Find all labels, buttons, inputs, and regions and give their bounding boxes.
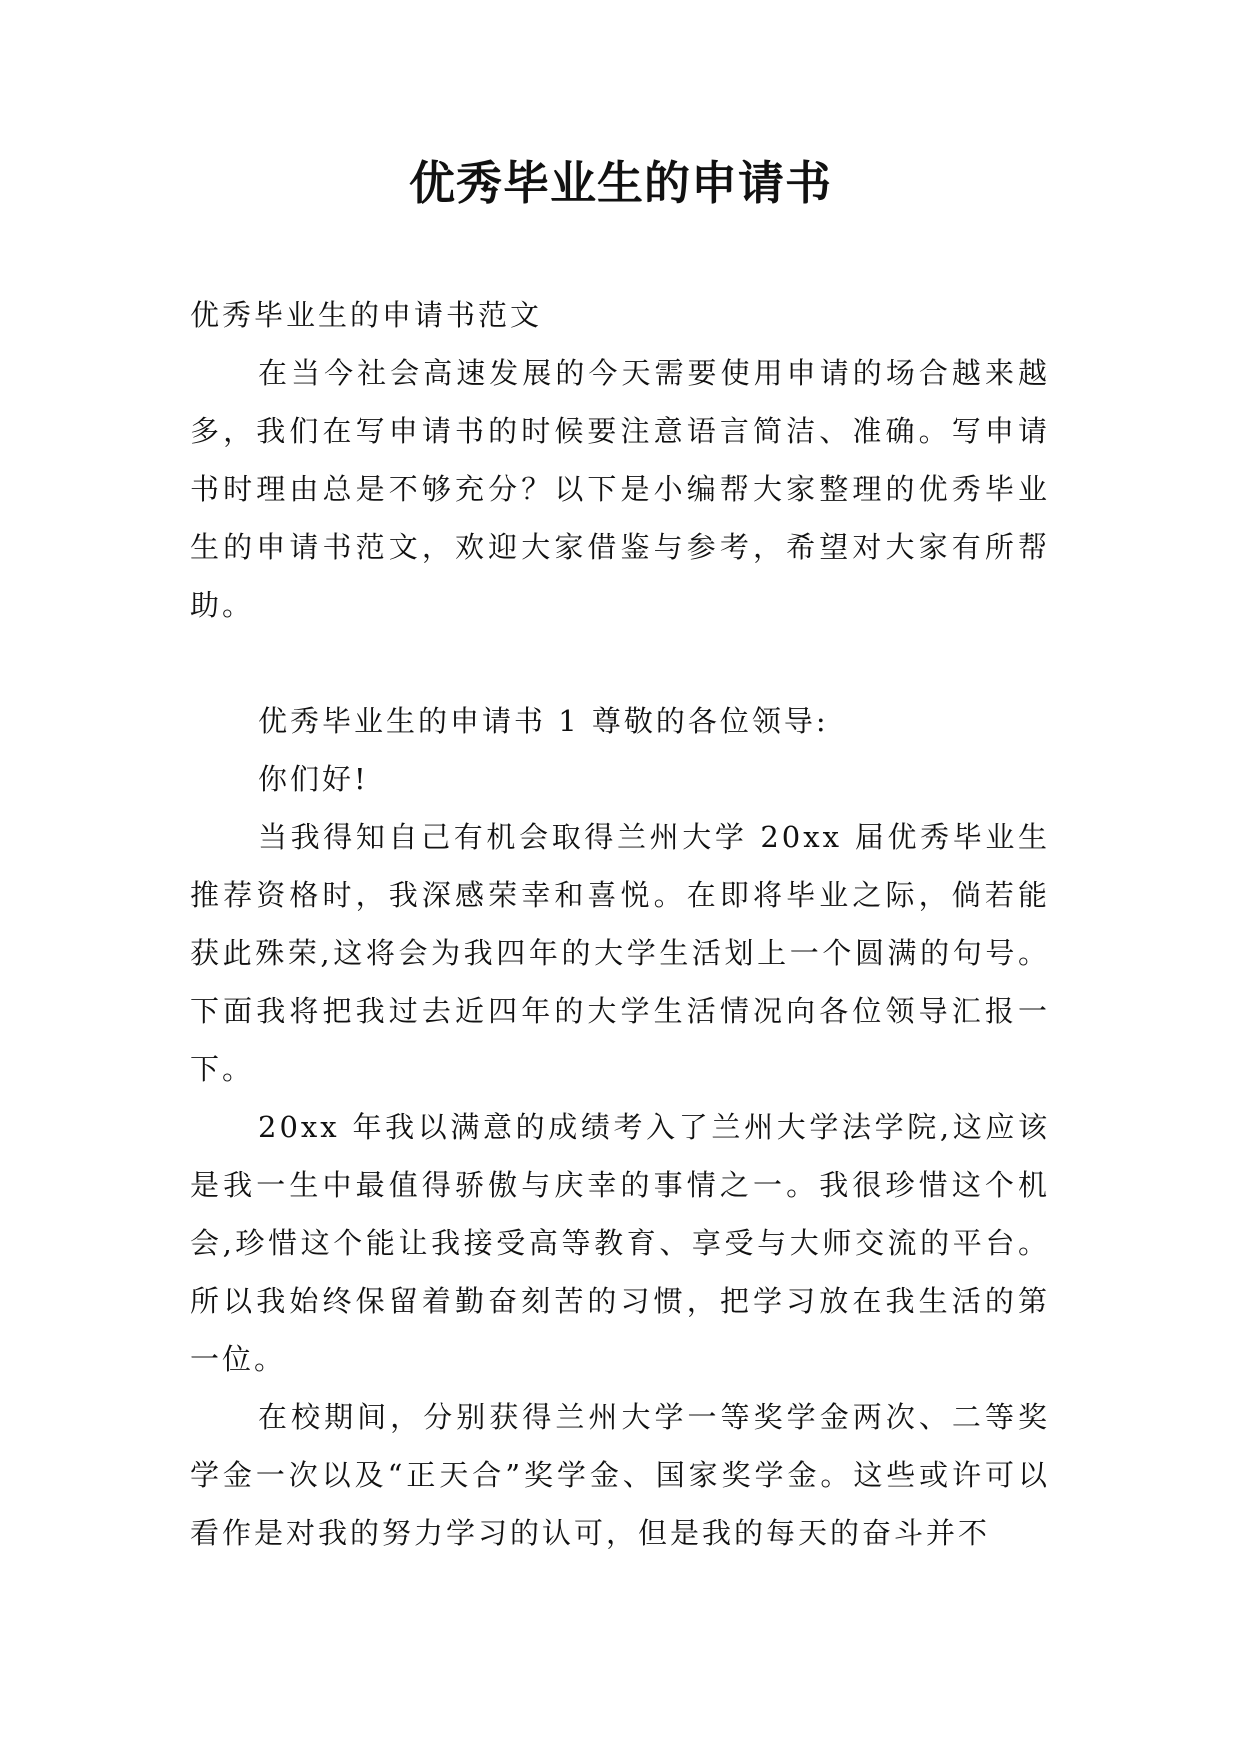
document-title: 优秀毕业生的申请书: [409, 156, 832, 210]
body-paragraph: 在校期间，分别获得兰州大学一等奖学金两次、二等奖学金一次以及“正天合”奖学金、国家奖学金。这些或许可以看作是对我的努力学习的认可，但是我的每天的奋斗并不: [190, 1400, 1050, 1550]
intro-paragraph: 在当今社会高速发展的今天需要使用申请的场合越来越多，我们在写申请书的时候要注意语言简洁、准确。写申请书时理由总是不够充分？以下是小编帮大家整理的优秀毕业生的申请书范文，欢迎大家借鉴与参考，希望对大家有所帮助。: [190, 356, 1050, 622]
body-paragraph: 20xx 年我以满意的成绩考入了兰州大学法学院,这应该是我一生中最值得骄傲与庆幸的事情之一。我很珍惜这个机会,珍惜这个能让我接受高等教育、享受与大师交流的平台。所以我始终保留着勤奋刻苦的习惯，把学习放在我生活的第一位。: [190, 1110, 1050, 1376]
paragraph-spacer: [190, 634, 1050, 692]
document-body: [190, 286, 1050, 1562]
body-paragraph: 当我得知自己有机会取得兰州大学 20xx 届优秀毕业生推荐资格时，我深感荣幸和喜悦。在即将毕业之际，倘若能获此殊荣,这将会为我四年的大学生活划上一个圆满的句号。下面我将把我过去近四年的大学生活情况向各位领导汇报一下。: [190, 820, 1050, 1086]
letter-heading: 优秀毕业生的申请书 1 尊敬的各位领导:: [258, 704, 829, 738]
greeting: 你们好!: [258, 762, 369, 796]
document-subtitle: 优秀毕业生的申请书范文: [190, 298, 543, 332]
